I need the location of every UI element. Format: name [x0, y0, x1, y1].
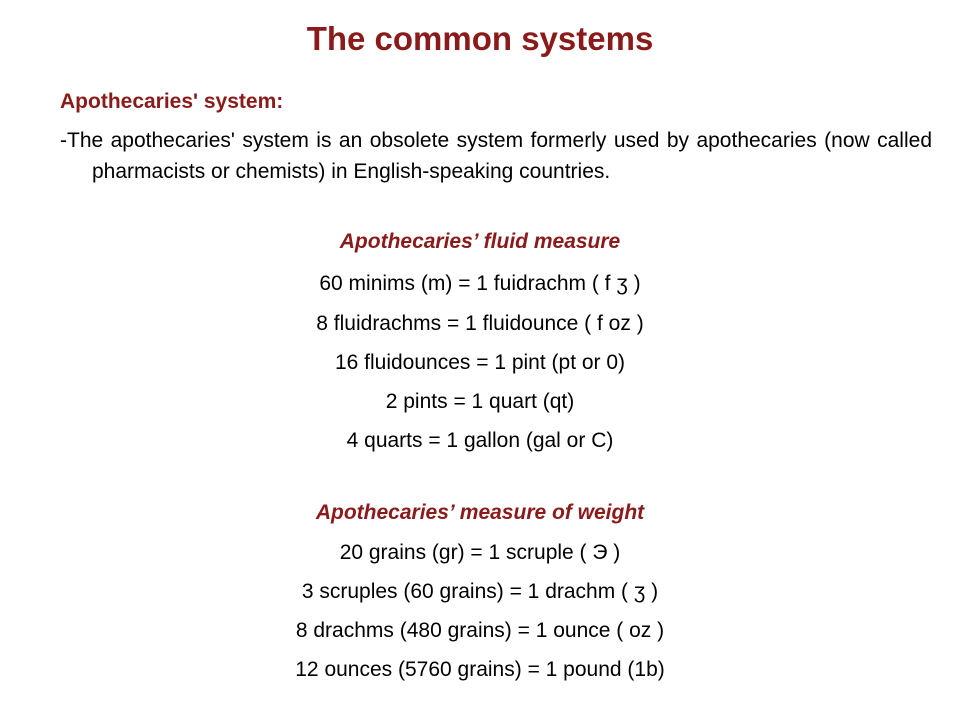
fluid-line: 2 pints = 1 quart (qt): [385, 390, 575, 413]
fluid-line: 8 fluidrachms = 1 fluidounce ( f oz ): [316, 312, 644, 335]
description-paragraph: -The apothecaries' system is an obsolete system formerly used by apothecaries (now called pharmacists or chemists) in English-speaking countries.: [60, 129, 932, 183]
weight-line: 12 ounces (5760 grains) = 1 pound (1b): [295, 658, 665, 681]
fluid-measure-heading: Apothecaries’ fluid measure: [339, 230, 621, 253]
fluid-line: 16 fluidounces = 1 pint (pt or 0): [334, 351, 626, 374]
weight-measure-heading: Apothecaries’ measure of weight: [315, 501, 645, 524]
section-subtitle: Apothecaries' system:: [60, 90, 284, 113]
weight-line: 20 grains (gr) = 1 scruple ( Э ): [339, 541, 621, 564]
fluid-line: 60 minims (m) = 1 fuidrachm ( f ʒ ): [319, 272, 641, 295]
fluid-line: 4 quarts = 1 gallon (gal or C): [346, 429, 614, 452]
weight-line: 8 drachms (480 grains) = 1 ounce ( oz ): [295, 619, 665, 642]
weight-line: 3 scruples (60 grains) = 1 drachm ( ʒ ): [301, 580, 659, 603]
page-title: The common systems: [306, 20, 654, 57]
